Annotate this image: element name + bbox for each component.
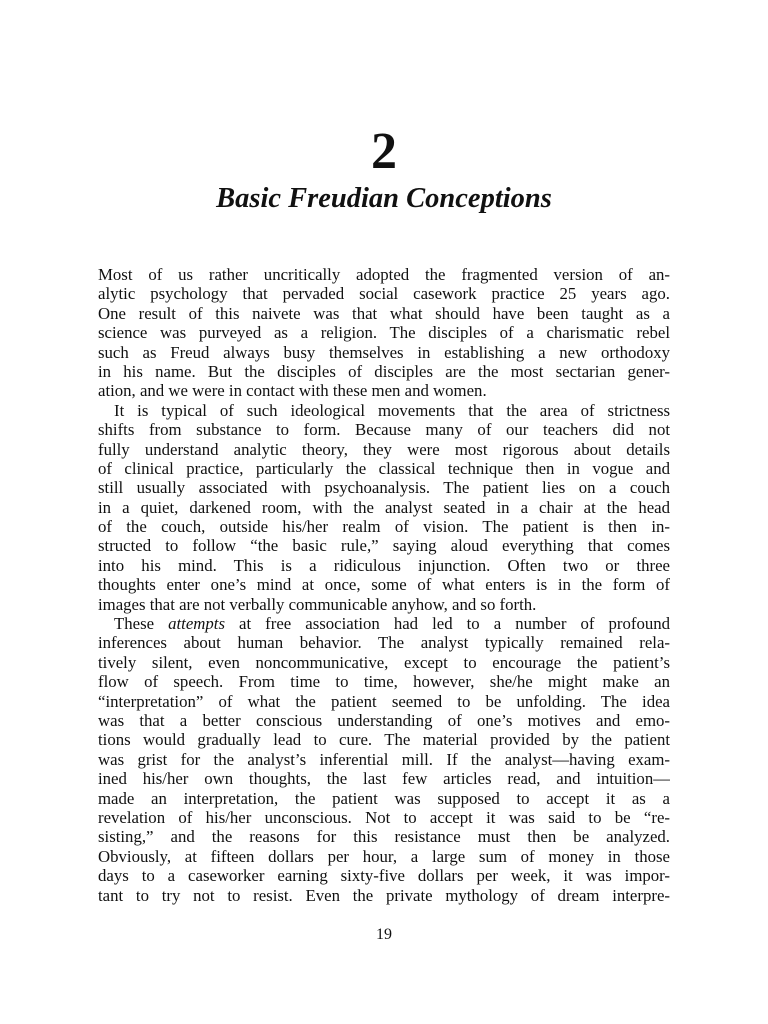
text-line: inferences about human behavior. The analyst typically remained rela- [98,633,670,653]
text-line: One result of this naivete was that what should have been taught as a [98,303,670,323]
text-line: of the couch, outside his/her realm of vision. The patient is then in- [98,517,670,537]
text-line: science was purveyed as a religion. The disciples of a charismatic rebel [98,323,670,343]
text-line: tively silent, even noncommunicative, except to encourage the patient’s [98,652,670,672]
text-line: shifts from substance to form. Because many of our teachers did not [98,420,670,440]
text-line: such as Freud always busy themselves in establishing a new orthodoxy [98,342,670,362]
text-line: images that are not verbally communicable anyhow, and so forth. [98,594,537,614]
text-line: tions would gradually lead to cure. The material provided by the patient [98,730,670,750]
text-line: made an interpretation, the patient was supposed to accept it as a [98,788,670,808]
text-line: tant to try not to resist. Even the private mythology of dream interpre- [98,885,670,905]
chapter-title: Basic Freudian Conceptions [216,183,552,214]
text-line: in his name. But the disciples of disciples are the most sectarian gener- [98,361,670,381]
text-line: days to a caseworker earning sixty-five dollars per week, it was impor- [98,866,670,886]
text-line: structed to follow “the basic rule,” saying aloud everything that comes [98,536,670,556]
line-remainder: at free association had led to a number of profound [239,614,670,634]
text-line: flow of speech. From time to time, however, she/he might make an [98,672,670,692]
emphasis-attempts: attempts [168,614,225,634]
text-line: thoughts enter one’s mind at once, some of what enters is in the form of [98,575,670,595]
text-line: “interpretation” of what the patient seemed to be unfolding. The idea [98,691,670,711]
body-text [98,265,670,905]
text-line: still usually associated with psychoanalysis. The patient lies on a couch [98,478,670,498]
text-line: alytic psychology that pervaded social casework practice 25 years ago. [98,284,670,304]
text-line: revelation of his/her unconscious. Not to accept it was said to be “re- [98,807,670,827]
text-line: ation, and we were in contact with these men and women. [98,381,487,401]
text-line: into his mind. This is a ridiculous injunction. Often two or three [98,555,670,575]
line-prefix: These [114,614,169,634]
text-line: in a quiet, darkened room, with the analyst seated in a chair at the head [98,497,670,517]
chapter-number: 2 [371,123,397,180]
text-line: ined his/her own thoughts, the last few articles read, and intuition— [98,769,670,789]
text-line: Most of us rather uncritically adopted the fragmented version of an- [98,265,670,284]
text-line: of clinical practice, particularly the classical technique then in vogue and [98,458,670,478]
page-number: 19 [376,926,392,943]
text-line: Obviously, at fifteen dollars per hour, a large sum of money in those [98,846,670,866]
text-line: sisting,” and the reasons for this resistance must then be analyzed. [98,827,670,847]
text-line: was grist for the analyst’s inferential mill. If the analyst—having exam- [98,749,670,769]
text-line: It is typical of such ideological movements that the area of strictness [114,400,670,420]
text-line [98,614,670,633]
text-line: was that a better conscious understanding of one’s motives and emo- [98,710,670,730]
text-line: fully understand analytic theory, they were most rigorous about details [98,439,670,459]
